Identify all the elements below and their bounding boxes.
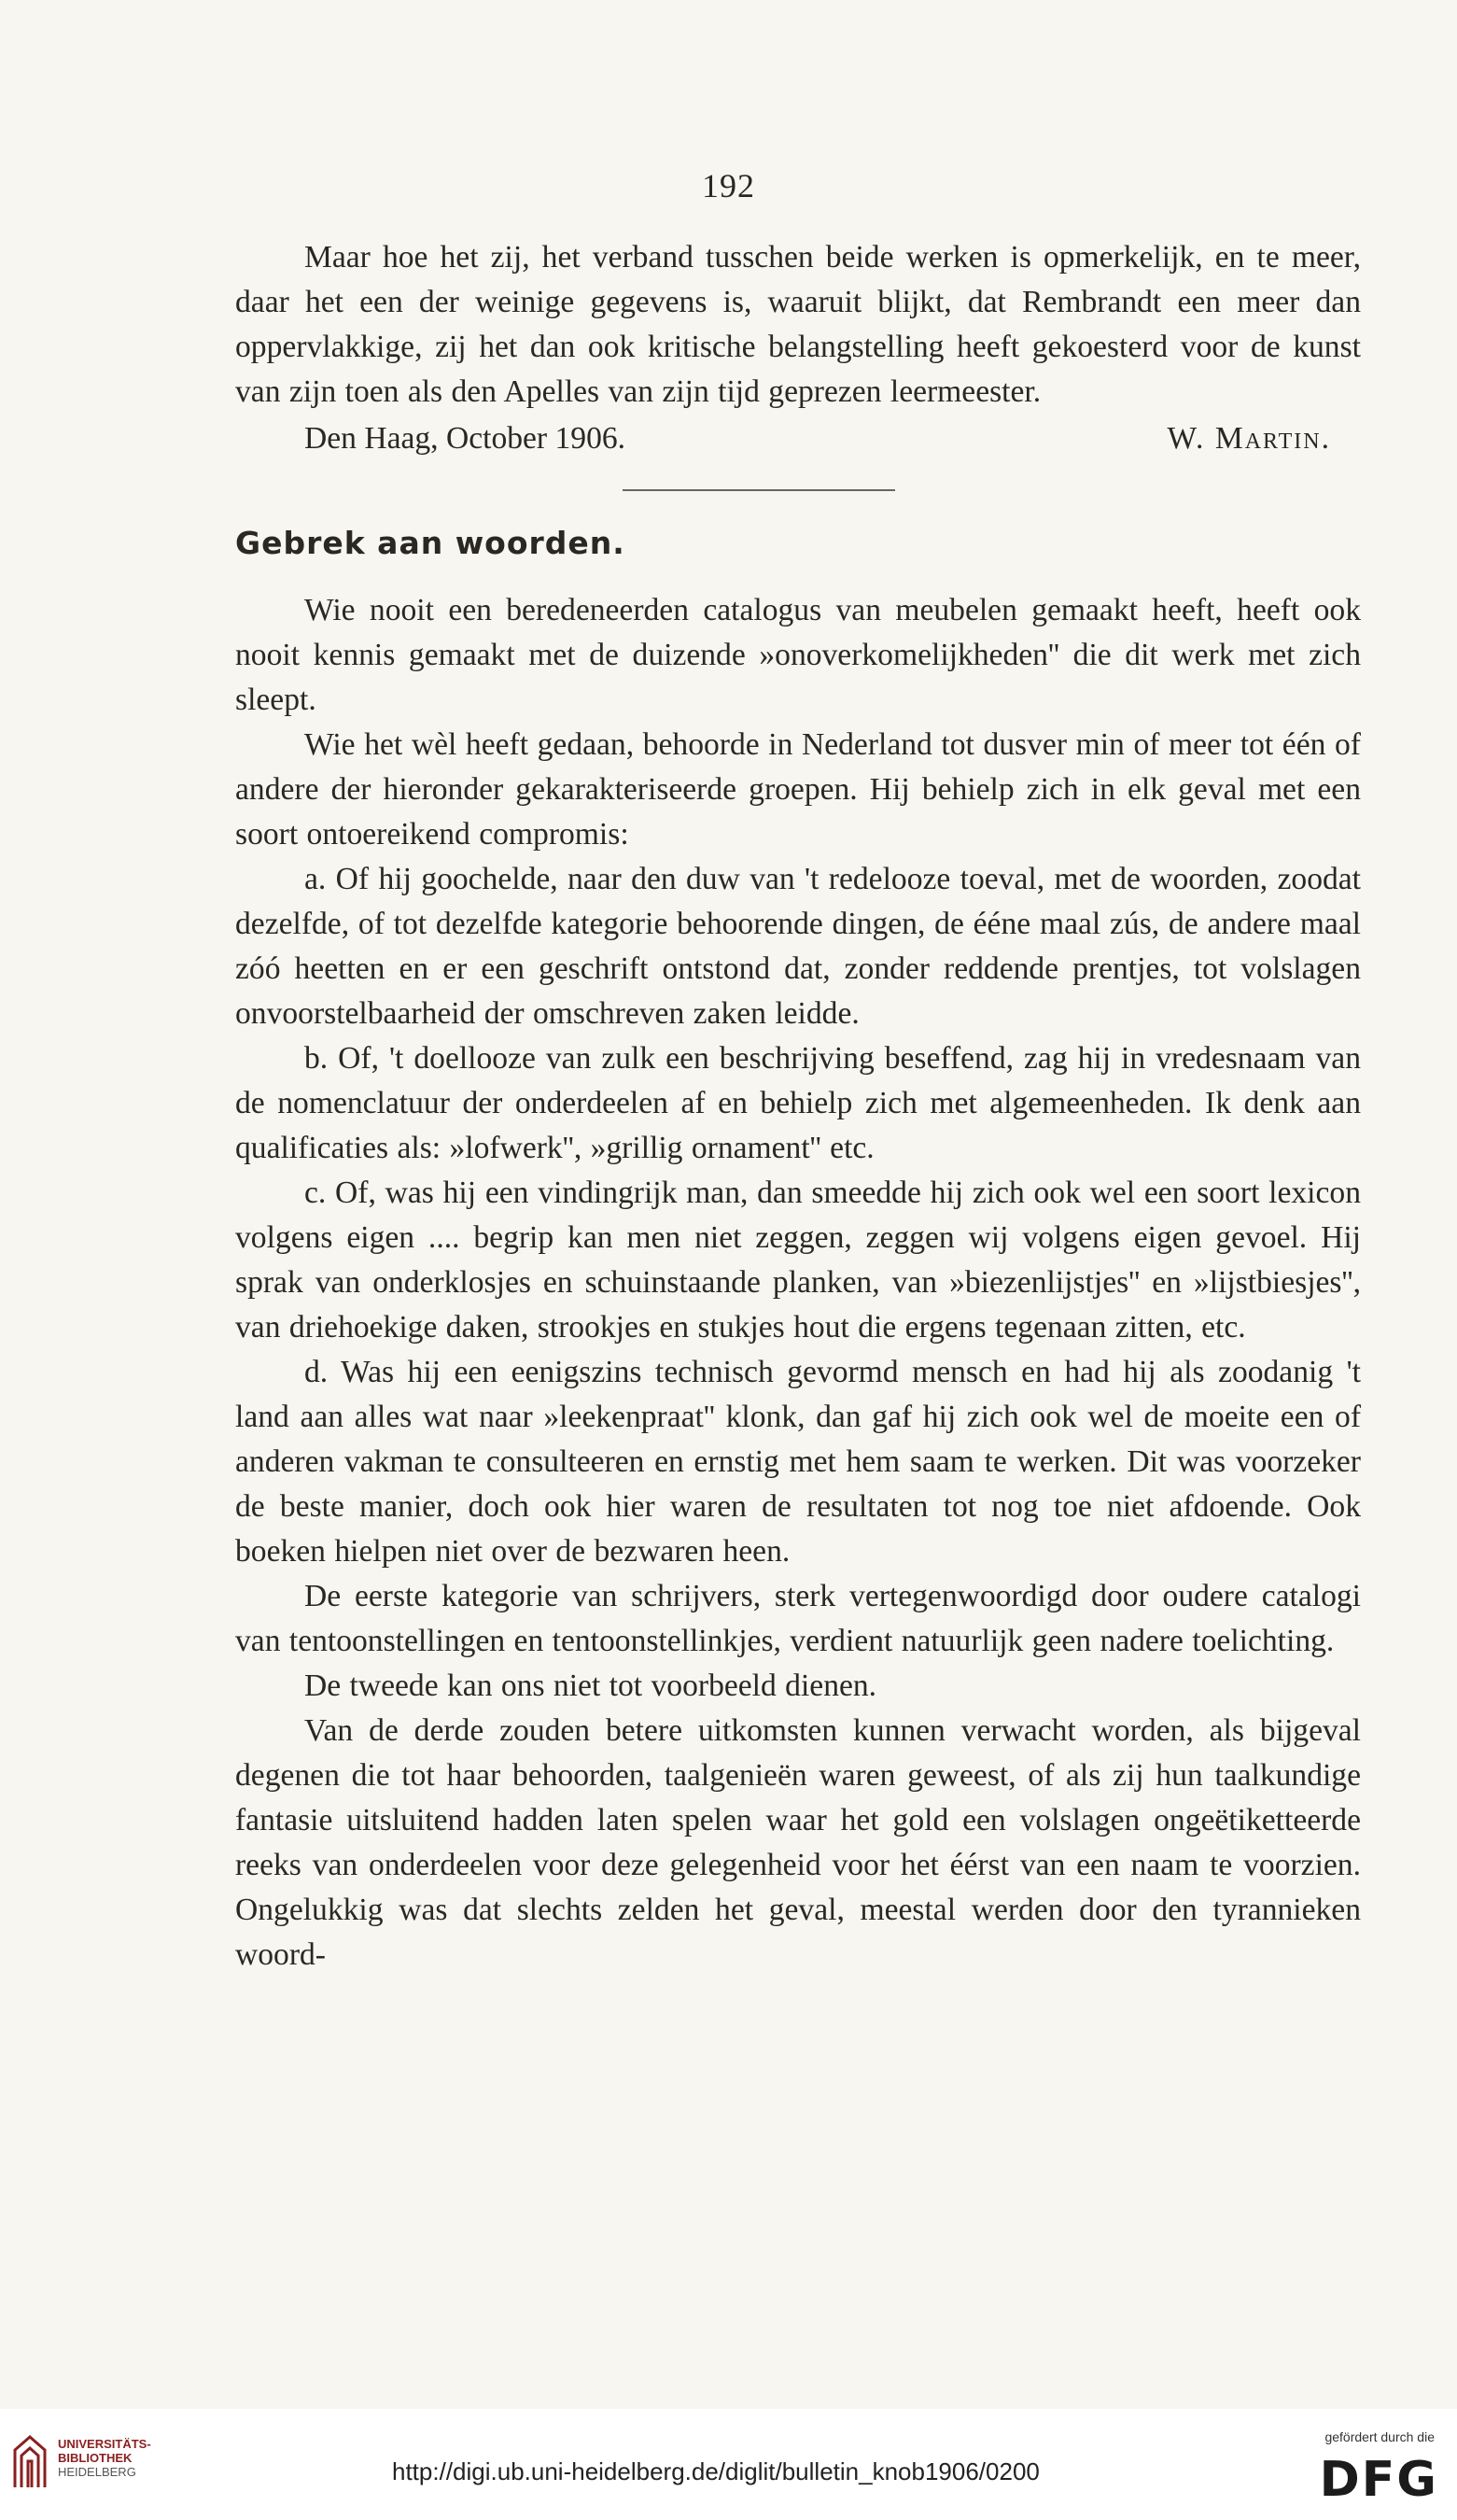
paragraph: Wie nooit een beredeneerden catalogus van meubelen gemaakt heeft, heeft ook nooit kennis gemaakt met de duizende »onoverkomelijkheden'' die dit werk met zich sleept. [235,593,1361,717]
page-body [235,235,1361,1978]
library-line-1: UNIVERSITÄTS- [58,2437,151,2451]
library-line-3: HEIDELBERG [58,2465,136,2479]
paragraph-item-a: a. Of hij goochelde, naar den duw van 't redelooze toeval, met de woorden, zoodat dezelfde, of tot dezelfde kategorie behoorende dingen, de ééne maal zús, de andere maal zóó heetten en er een geschrift ontstond dat, zonder reddende prentjes, tot volslagen onvoorstelbaarheid der omschreven zaken leidde. [235,862,1361,1031]
page-number: 192 [702,167,755,204]
paragraph: Wie het wèl heeft gedaan, behoorde in Nederland tot dusver min of meer tot één of andere der hieronder gekarakteriseerde groepen. Hij behielp zich in elk geval met een soort ontoereikend compromis: [235,727,1361,852]
paragraph-item-d: d. Was hij een eenigszins technisch gevormd mensch en had hij als zoodanig 't land aan alles wat naar »leekenpraat'' klonk, dan gaf hij zich ook wel de moeite een of anderen vakman te consulteeren en ernstig met hem saam te werken. Dit was voorzeker de beste manier, doch ook hier waren de resultaten tot nog toe niet afdoende. Ook boeken hielpen niet over de bezwaren heen. [235,1355,1361,1569]
author-signature: W. Martin. [1167,421,1331,456]
paragraph-item-c: c. Of, was hij een vindingrijk man, dan smeedde hij zich ook wel een soort lexicon volgens eigen .... begrip kan men niet zeggen, zeggen wij volgens eigen gevoel. Hij sprak van onderklosjes en schuinstaande planken, van »biezenlijstjes'' en »lijstbiesjes'', van driehoekige daken, strookjes en stukjes hout die ergens tegenaan zitten, etc. [235,1176,1361,1344]
signature-line [235,416,1361,461]
paragraph: De tweede kan ons niet tot voorbeeld dienen. [304,1668,877,1703]
funded-by-label: gefördert durch die [1324,2429,1435,2444]
library-logo-icon [11,2431,49,2491]
paragraph: De eerste kategorie van schrijvers, sterk vertegenwoordigd door oudere catalogi van tentoonstellingen en tentoonstellinkjes, verdient natuurlijk geen nadere toelichting. [235,1579,1361,1658]
section-divider [623,489,895,491]
paragraph-item-b: b. Of, 't doellooze van zulk een beschrijving beseffend, zag hij in vredesnaam van de nomenclatuur der onderdeelen af en behielp zich met algemeenheden. Ik denk aan qualificaties als: »lofwerk'', »grillig ornament'' etc. [235,1041,1361,1165]
library-line-2: BIBLIOTHEK [58,2451,133,2465]
paragraph-intro: Maar hoe het zij, het verband tusschen beide werken is opmerkelijk, en te meer, daar het een der weinige gegevens is, waaruit blijkt, dat Rembrandt een meer dan oppervlakkige, zij het dan ook kritische belangstelling heeft gekoesterd voor de kunst van zijn toen als den Apelles van zijn tijd geprezen leermeester. [235,240,1361,409]
section-heading: Gebrek aan woorden. [235,525,625,561]
paragraph: Van de derde zouden betere uitkomsten kunnen verwacht worden, als bijgeval degenen die tot haar behoorden, taalgenieën waren geweest, of als zij hun taalkundige fantasie uitsluitend hadden laten spelen waar het gold een volslagen ongeëtiketteerde reeks van onderdeelen voor deze gelegenheid voor het éérst van een naam te voorzien. Ongelukkig was dat slechts zelden het geval, meestal werden door den tyrannieken woord- [235,1713,1361,1972]
digitization-footer [0,2409,1457,2520]
source-url-link[interactable]: http://digi.ub.uni-heidelberg.de/diglit/bulletin_knob1906/0200 [392,2457,1040,2485]
place-date: Den Haag, October 1906. [304,421,626,456]
dfg-logo: DFG [1319,2452,1438,2508]
library-name [58,2437,151,2479]
